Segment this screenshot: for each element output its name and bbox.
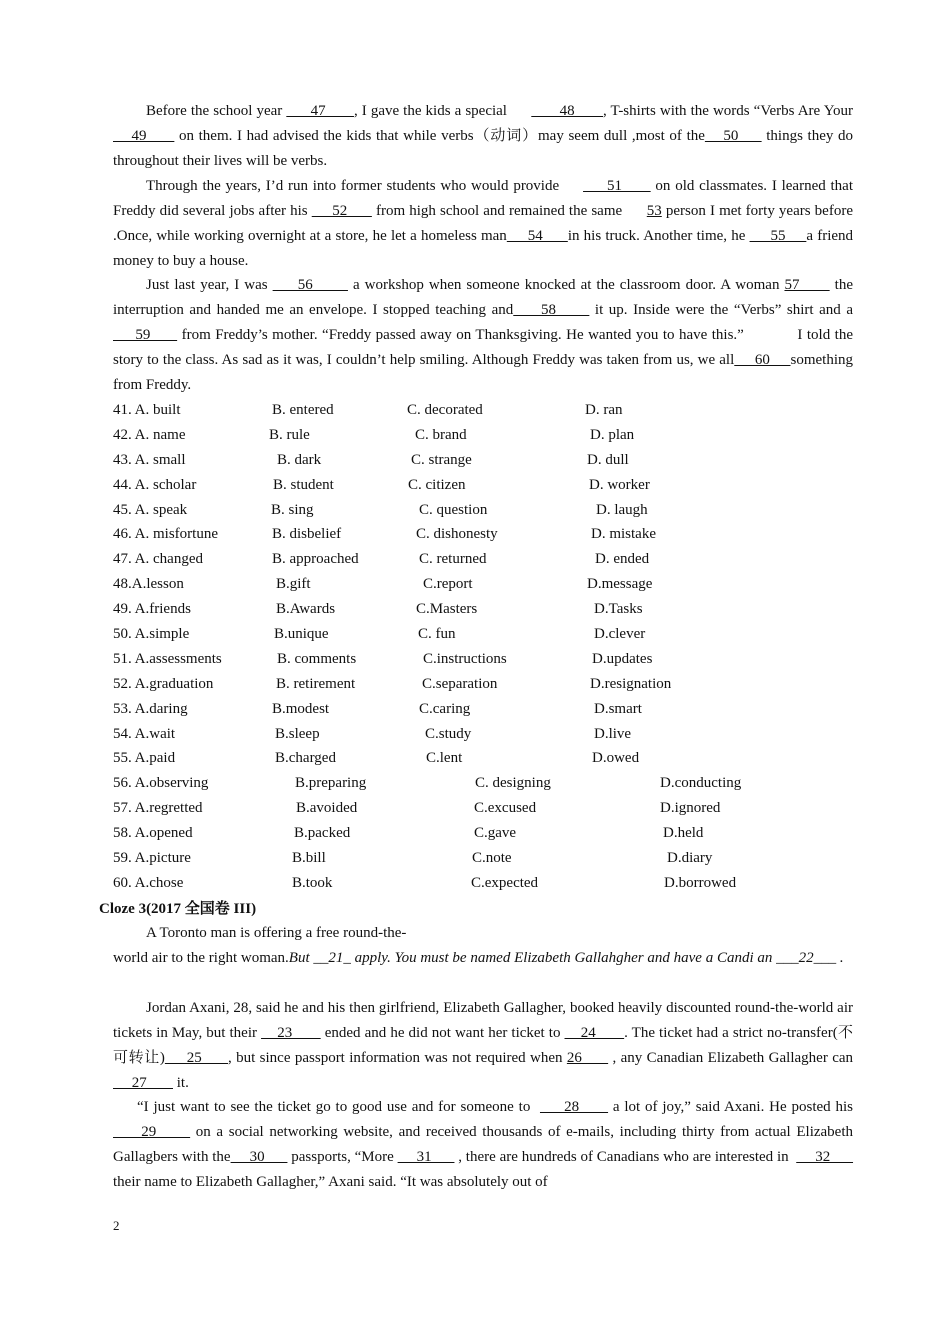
blank-59: 59 xyxy=(113,326,178,343)
option-row: 53. A.daring B.modest C.caring D.smart xyxy=(113,700,642,717)
blank-57: 57 xyxy=(784,277,830,293)
blank-32: 32 xyxy=(796,1148,854,1165)
option-row: 52. A.graduation B. retirement C.separation D.resignation xyxy=(113,675,672,692)
cloze3-paragraph-3: “I just want to see the ticket go to good use and for someone to 28 a lot of joy,” said Axani. He posted his 29 on a social networking website, and received thousands of e-mails, including thirty from actual Elizabeth Gallagbers with the 30 passports, “More 31 , there are hundreds of Canadians who are interested in 32 their name to Elizabeth Gallagher,” Axani said. “It was absolutely out of xyxy=(113,1099,854,1190)
blank-58: 58 xyxy=(513,301,590,318)
option-row: 47. A. changed B. approached C. returned D. ended xyxy=(113,551,650,568)
option-row: 46. A. misfortune B. disbelief C. dishonesty D. mistake xyxy=(113,526,656,543)
blank-29: 29 xyxy=(113,1123,191,1140)
blank-23: 23 xyxy=(261,1024,321,1041)
option-row: 45. A. speak B. sing C. question D. laugh xyxy=(113,501,648,518)
blank-48: 48 xyxy=(531,103,603,119)
option-row: 48.A.lesson B.gift C.report D.message xyxy=(113,576,653,593)
blank-50: 50 xyxy=(704,127,762,144)
answer-options xyxy=(113,398,853,896)
option-row: 55. A.paid B.charged C.lent D.owed xyxy=(113,750,640,767)
blank-30: 30 xyxy=(230,1148,288,1165)
option-row: 54. A.wait B.sleep C.study D.live xyxy=(113,725,632,742)
option-row: 50. A.simple B.unique C. fun D.clever xyxy=(113,626,646,643)
option-row: 56. A.observing B.preparing C. designing D.conducting xyxy=(113,775,742,792)
blank-51: 51 xyxy=(583,178,651,194)
blank-25: 25 xyxy=(164,1049,228,1066)
blank-27: 27 xyxy=(113,1074,173,1091)
cloze3-paragraph-2: Jordan Axani, 28, said he and his then girlfriend, Elizabeth Gallagher, booked heavily discounted round-the-world air tickets in May, but their 23 ended and he did not want her ticket to 24 . The ticket had a strict no-transfer(不可转让) 25 , but since passport information was not required when 26 , any Canadian Elizabeth Gallagher can 27 it. xyxy=(113,1000,854,1091)
option-row: 59. A.picture B.bill C.note D.diary xyxy=(113,850,713,867)
option-row: 57. A.regretted B.avoided C.excused D.ignored xyxy=(113,800,721,817)
blank-55: 55 xyxy=(749,227,807,244)
passage-paragraph-3: Just last year, I was 56 a workshop when someone knocked at the classroom door. A woman 57 the interruption and handed me an envelope. I stopped teaching and 58 it up. Inside were the “Verbs” shirt and a 59 from Freddy’s mother. “Freddy passed away on Thanksgiving. He wanted you to have this.” I told the story to the class. As sad as it was, I couldn’t help smiling. Although Freddy was taken from us, we all 60 something from Freddy. xyxy=(113,277,857,393)
option-row: 43. A. small B. dark C. strange D. dull xyxy=(113,451,629,468)
blank-28: 28 xyxy=(539,1099,609,1115)
passage-paragraph-1: Before the school year 47 , I gave the kids a special 48 , T-shirts with the words “Verbs Are Your 49 on them. I had advised the kids that while verbs（动词）may seem dull ,most of the 50 things they do throughout their lives will be verbs. xyxy=(113,103,854,169)
option-row: 49. A.friends B.Awards C.Masters D.Tasks xyxy=(113,601,643,618)
blank-60: 60 xyxy=(734,351,791,368)
blank-47: 47 xyxy=(286,103,354,119)
blank-26: 26 xyxy=(566,1049,609,1066)
blank-54: 54 xyxy=(506,227,568,244)
option-row: 60. A.chose B.took C.expected D.borrowed xyxy=(113,874,737,891)
passage-paragraph-2: Through the years, I’d run into former students who would provide 51 on old classmates. I learned that Freddy did several jobs after his 52 from high school and remained the same 53 person I met forty years before .Once, while working overnight at a store, he let a homeless man 54 in his truck. Another time, he 55 a friend money to buy a house. xyxy=(113,178,854,269)
blank-31: 31 xyxy=(397,1148,455,1165)
blank-56: 56 xyxy=(272,277,348,293)
option-row: 51. A.assessments B. comments C.instructions D.updates xyxy=(113,650,653,667)
option-row: 44. A. scholar B. student C. citizen D. worker xyxy=(113,476,650,493)
blank-24: 24 xyxy=(564,1024,625,1041)
section-heading: Cloze 3(2017 全国卷 III) xyxy=(99,901,257,917)
blank-49: 49 xyxy=(113,127,175,144)
blank-53: 53 xyxy=(646,202,662,219)
option-row: 42. A. name B. rule C. brand D. plan xyxy=(113,426,635,443)
page-number: 2 xyxy=(113,1218,120,1233)
option-row: 58. A.opened B.packed C.gave D.held xyxy=(113,825,704,842)
blank-52: 52 xyxy=(311,202,372,219)
option-row: 41. A. built B. entered C. decorated D. ran xyxy=(113,402,623,418)
cloze3-paragraph-1: A Toronto man is offering a free round-the- world air to the right woman.But __21_ apply. You must be named Elizabeth Gallahgher and have a Candi an ___22___ . xyxy=(113,925,844,966)
